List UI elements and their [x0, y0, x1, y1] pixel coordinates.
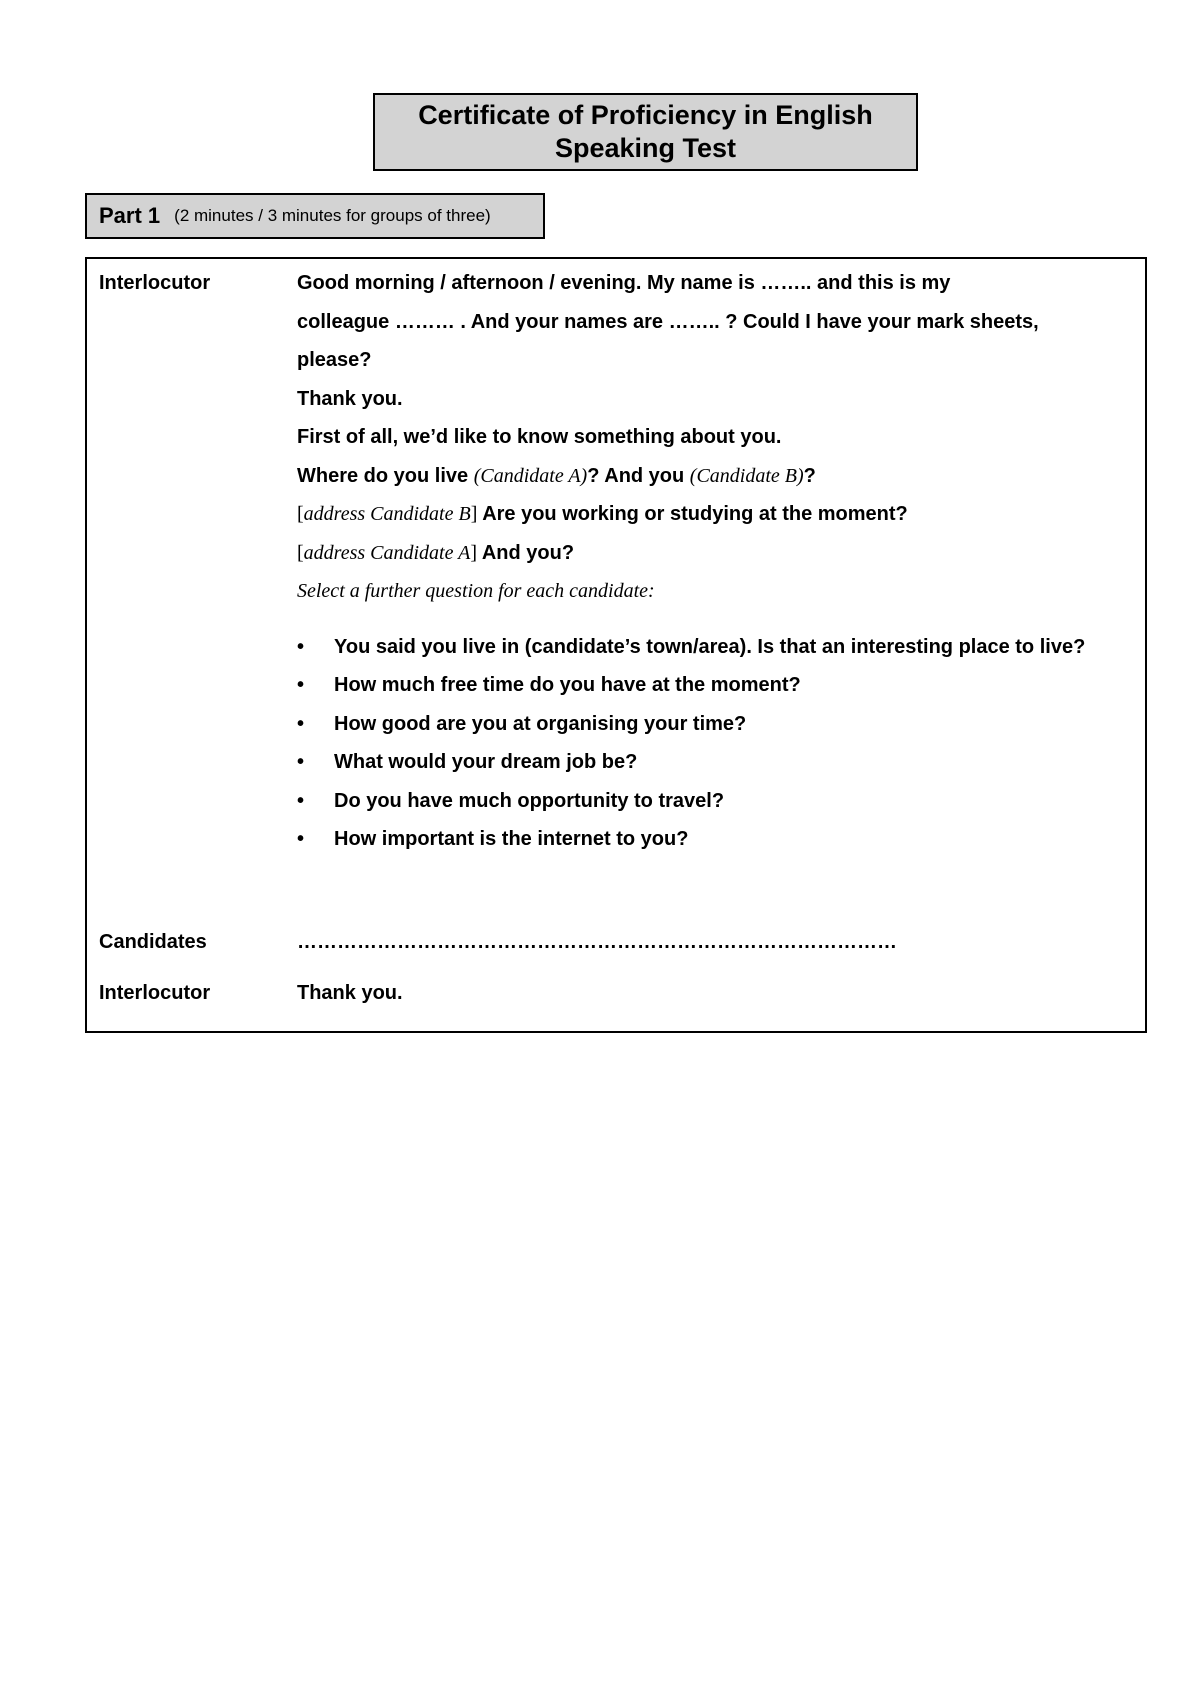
part-label: Part 1 [99, 203, 161, 228]
bullet-icon: • [297, 751, 305, 773]
candidate-b-label: (Candidate B) [689, 464, 804, 487]
speaker-candidates: Candidates [99, 931, 207, 953]
question-text: How good are you at organising your time? [334, 712, 747, 735]
speaker-interlocutor: Interlocutor [99, 272, 211, 294]
further-questions-list [297, 628, 1127, 859]
list-item [297, 628, 1127, 667]
greeting-line-2: colleague ……… . And your names are …….. ? Could I have your mark sheets, [297, 310, 1039, 333]
question-mark: ? [803, 464, 816, 487]
question-text: Do you have much opportunity to travel? [334, 789, 725, 812]
bracket-close: ] [470, 503, 478, 525]
document-title-box [373, 93, 918, 171]
interlocutor-script [297, 264, 1127, 859]
closing-thank-you: Thank you. [297, 982, 403, 1004]
list-item [297, 705, 1127, 744]
document-title-line2: Speaking Test [554, 133, 737, 163]
and-you-text: ? And you [587, 464, 690, 487]
question-text: How much free time do you have at the moment? [334, 674, 801, 696]
and-you-line [297, 534, 1127, 573]
list-item [297, 666, 1127, 705]
bullet-icon: • [297, 789, 305, 812]
where-live-text: Where do you live [297, 464, 474, 487]
candidate-a-label: (Candidate A) [473, 464, 588, 487]
bracket-open: [ [297, 541, 304, 564]
bullet-icon: • [297, 674, 305, 696]
question-text: What would your dream job be? [334, 751, 638, 773]
bullet-icon: • [297, 635, 305, 658]
address-candidate-a: address Candidate A [303, 541, 471, 564]
working-studying-text: Are you working or studying at the moment? [477, 503, 908, 525]
script-box [85, 257, 1147, 1033]
speaker-interlocutor-closing: Interlocutor [99, 982, 211, 1004]
candidates-response-dots: ……………………………………………………………………………… [297, 931, 897, 953]
working-studying-line [297, 495, 1127, 534]
part-header-box [85, 193, 545, 239]
list-item [297, 782, 1127, 821]
greeting-line-1: Good morning / afternoon / evening. My name is …….. and this is my [297, 272, 951, 294]
and-you-question: And you? [477, 541, 575, 564]
part-timing: (2 minutes / 3 minutes for groups of three) [174, 206, 491, 225]
question-text: How important is the internet to you? [334, 828, 689, 850]
bracket-close: ] [470, 541, 478, 564]
select-question-note: Select a further question for each candidate: [297, 580, 655, 602]
thank-you-line: Thank you. [297, 387, 403, 410]
bullet-icon: • [297, 712, 305, 735]
address-candidate-b: address Candidate B [303, 503, 471, 525]
first-of-all-line: First of all, we’d like to know something about you. [297, 426, 782, 448]
document-title-line1: Certificate of Proficiency in English [418, 100, 873, 130]
list-item [297, 743, 1127, 782]
question-text: You said you live in (candidate’s town/area). Is that an interesting place to live? [334, 635, 1086, 658]
bracket-open: [ [297, 503, 304, 525]
where-live-line [297, 457, 1127, 496]
greeting-line-3: please? [297, 349, 372, 371]
bullet-icon: • [297, 828, 305, 850]
list-item [297, 820, 1127, 859]
